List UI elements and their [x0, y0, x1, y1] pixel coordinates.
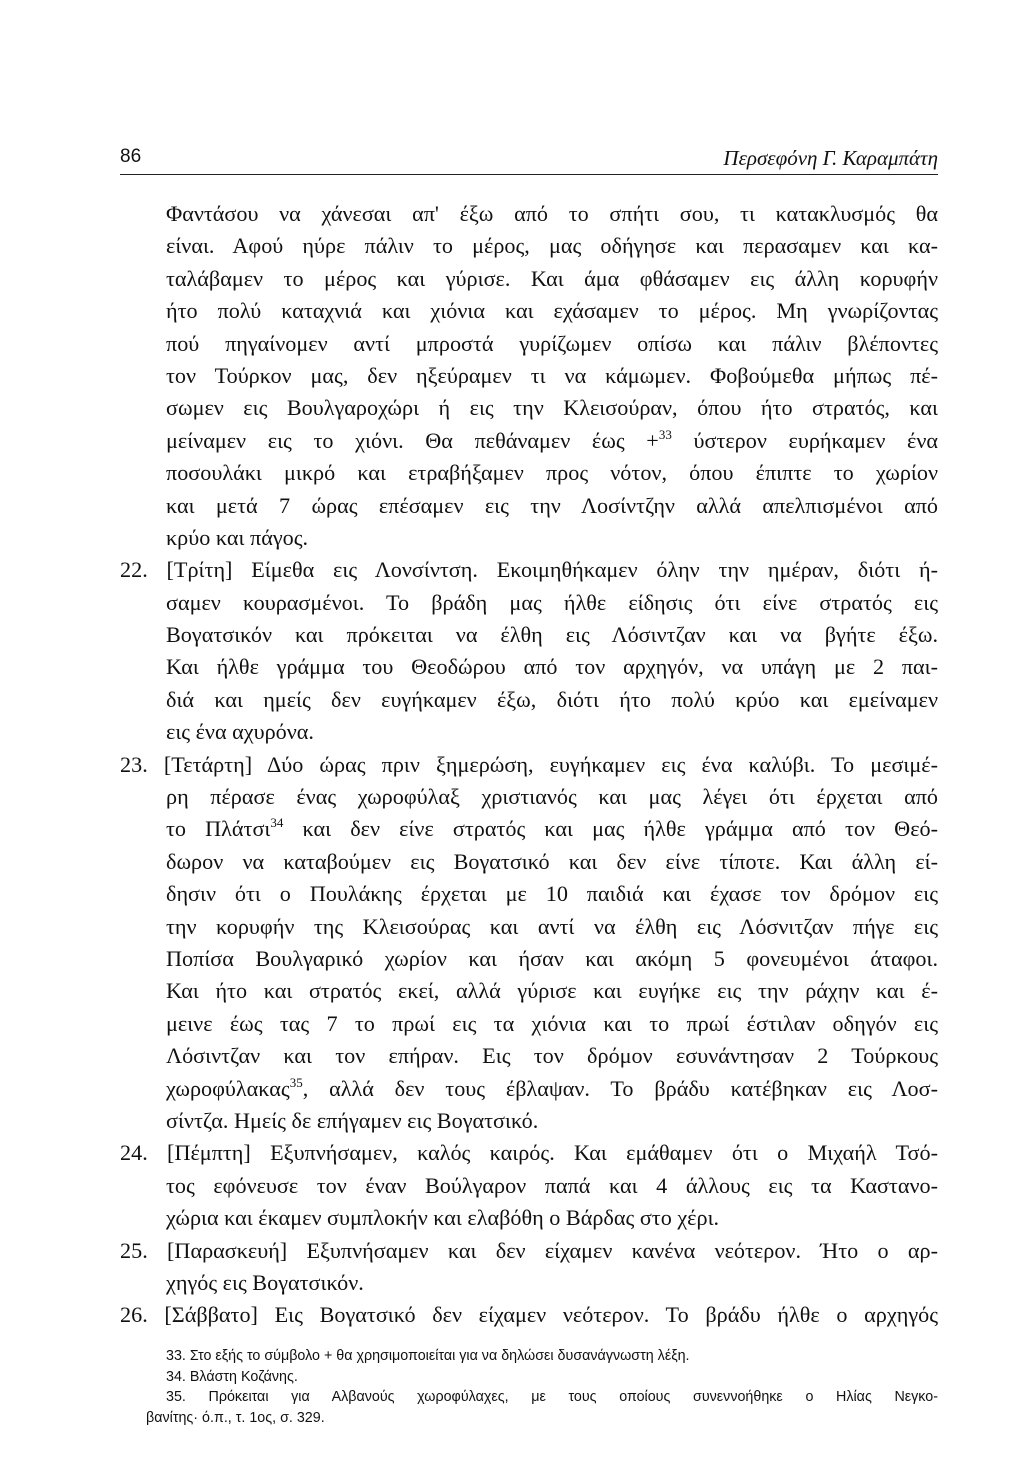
text-line: Βογατσικόν και πρόκειται να έλθη εις Λόσιντζαν και να βγήτε έξω. — [166, 622, 938, 648]
footnote-ref-35: 35 — [289, 1074, 303, 1090]
page-number: 86 — [120, 146, 142, 167]
text-line: Και ήτο και στρατός εκεί, αλλά γύρισε και ευγήκε εις την ράχην και έ- — [166, 978, 938, 1004]
text-line: δησιν ότι ο Πουλάκης έρχεται με 10 παιδιά και έχασε τον δρόμον εις — [166, 881, 938, 907]
entry-23-start: 23. [Τετάρτη] Δύο ώρας πριν ξημερώση, ευγήκαμεν εις ένα καλύβι. Το μεσιμέ- — [120, 751, 938, 777]
text-line: εις ένα αχυρόνα. — [166, 719, 314, 745]
text-line: ποσουλάκι μικρό και ετραβήξαμεν προς νότον, όπου έπιπτε το χωρίον — [166, 460, 938, 486]
footnote-ref-33: 33 — [658, 426, 672, 442]
text-line: την κορυφήν της Κλεισούρας και αντί να έλθη εις Λόσνιτζαν πήγε εις — [166, 913, 938, 939]
footnote-34: 34. Βλάστη Κοζάνης. — [166, 1368, 298, 1385]
text-line: Λόσιντζαν και τον επήραν. Εις τον δρόμον εσυνάντησαν 2 Τούρκους — [166, 1043, 938, 1069]
text-fragment: ύστερον ευρήκαμεν ένα — [671, 427, 939, 453]
text-line — [166, 813, 938, 845]
text-line: Ποπίσα Βουλγαρικό χωρίον και ήσαν και ακόμη 5 φονευμένοι άταφοι. — [166, 945, 938, 971]
footnote-ref-34: 34 — [270, 815, 284, 831]
running-header — [120, 146, 938, 174]
entry-22-start: 22. [Τρίτη] Είμεθα εις Λονσίντση. Εκοιμηθήκαμεν όλην την ημέραν, διότι ή- — [120, 557, 938, 583]
header-rule — [120, 174, 938, 175]
text-line: ήτο πολύ καταχνιά και χιόνια και εχάσαμεν το μέρος. Μη γνωρίζοντας — [166, 298, 938, 324]
text-line: χηγός εις Βογατσικόν. — [166, 1269, 364, 1295]
text-line: ρη πέρασε ένας χωροφύλαξ χριστιανός και μας λέγει ότι έρχεται από — [166, 784, 938, 810]
text-line: δωρον να καταβούμεν εις Βογατσικό και δεν είνε τίποτε. Και άλλη εί- — [166, 848, 938, 874]
entry-25-start: 25. [Παρασκευή] Εξυπνήσαμεν και δεν είχαμεν κανένα νεότερον. Ήτο ο αρ- — [120, 1237, 938, 1263]
text-fragment: και δεν είνε στρατός και μας ήλθε γράμμα από τον Θεό- — [283, 816, 939, 842]
text-line: πού πηγαίνομεν αντί μπροστά γυρίζωμεν οπίσω και πάλιν βλέποντες — [166, 330, 938, 356]
footnotes — [146, 1346, 938, 1428]
text-line: ταλάβαμεν το μέρος και γύρισε. Και άμα φθάσαμεν εις άλλη κορυφήν — [166, 265, 938, 291]
text-fragment: χωροφύλακας — [166, 1075, 290, 1101]
text-line: Φαντάσου να χάνεσαι απ' έξω από το σπήτι σου, τι κατακλυσμός θα — [166, 201, 938, 226]
footnote-33: 33. Στο εξής το σύμβολο + θα χρησιμοποιείται για να δηλώσει δυσανάγνωστη λέξη. — [166, 1348, 690, 1364]
entry-26-start: 26. [Σάββατο] Εις Βογατσικό δεν είχαμεν νεότερον. Το βράδυ ήλθε ο αρχηγός — [120, 1302, 938, 1328]
footnote-35-continued: βανίτης· ό.π., τ. 1ος, σ. 329. — [146, 1409, 325, 1426]
text-line: σίντζα. Ημείς δε επήγαμεν εις Βογατσικό. — [166, 1107, 539, 1133]
text-line: σαμεν κουρασμένοι. Το βράδη μας ήλθε είδησις ότι είνε στρατός εις — [166, 589, 938, 615]
text-line: κρύο και πάγος. — [166, 524, 309, 550]
text-fragment: , αλλά δεν τους έβλαψαν. Το βράδυ κατέβηκαν εις Λοσ- — [302, 1075, 938, 1101]
text-line: χώρια και έκαμεν συμπλοκήν και ελαβόθη ο Βάρδας στο χέρι. — [166, 1205, 720, 1231]
text-line: και μετά 7 ώρας επέσαμεν εις την Λοσίντζην αλλά απελπισμένοι από — [166, 492, 938, 518]
text-line — [166, 425, 938, 457]
text-line: Και ήλθε γράμμα του Θεοδώρου από τον αρχηγόν, να υπάγη με 2 παι- — [166, 654, 938, 680]
text-line: μεινε έως τας 7 το πρωί εις τα χιόνια και το πρωί έστιλαν οδηγόν εις — [166, 1010, 938, 1036]
text-line: διά και ημείς δεν ευγήκαμεν έξω, διότι ήτο πολύ κρύο και εμείναμεν — [166, 686, 938, 712]
text-line: τος εφόνευσε τον έναν Βούλγαρον παπά και 4 άλλους εις τα Καστανο- — [166, 1172, 938, 1198]
text-line: τον Τούρκον μας, δεν ηξεύραμεν τι να κάμωμεν. Φοβούμεθα μήπως πέ- — [166, 362, 938, 388]
text-line: σωμεν εις Βουλγαροχώρι ή εις την Κλεισούραν, όπου ήτο στρατός, και — [166, 395, 938, 421]
text-fragment: μείναμεν εις το χιόνι. Θα πεθάναμεν έως + — [166, 427, 659, 453]
text-line: είναι. Αφού ηύρε πάλιν το μέρος, μας οδήγησε και περασαμεν και κα- — [166, 233, 938, 259]
entry-24-start: 24. [Πέμπτη] Εξυπνήσαμεν, καλός καιρός. Και εμάθαμεν ότι ο Μιχαήλ Τσό- — [120, 1140, 938, 1166]
text-line — [166, 1073, 938, 1105]
text-fragment: το Πλάτσι — [166, 816, 271, 842]
author-name: Περσεφόνη Γ. Καραμπάτη — [723, 146, 938, 170]
diary-text — [120, 198, 939, 1332]
footnote-35: 35. Πρόκειται για Αλβανούς χωροφύλαχες, με τους οποίους συνεννοήθηκε ο Ηλίας Νεγκο- — [166, 1389, 938, 1405]
